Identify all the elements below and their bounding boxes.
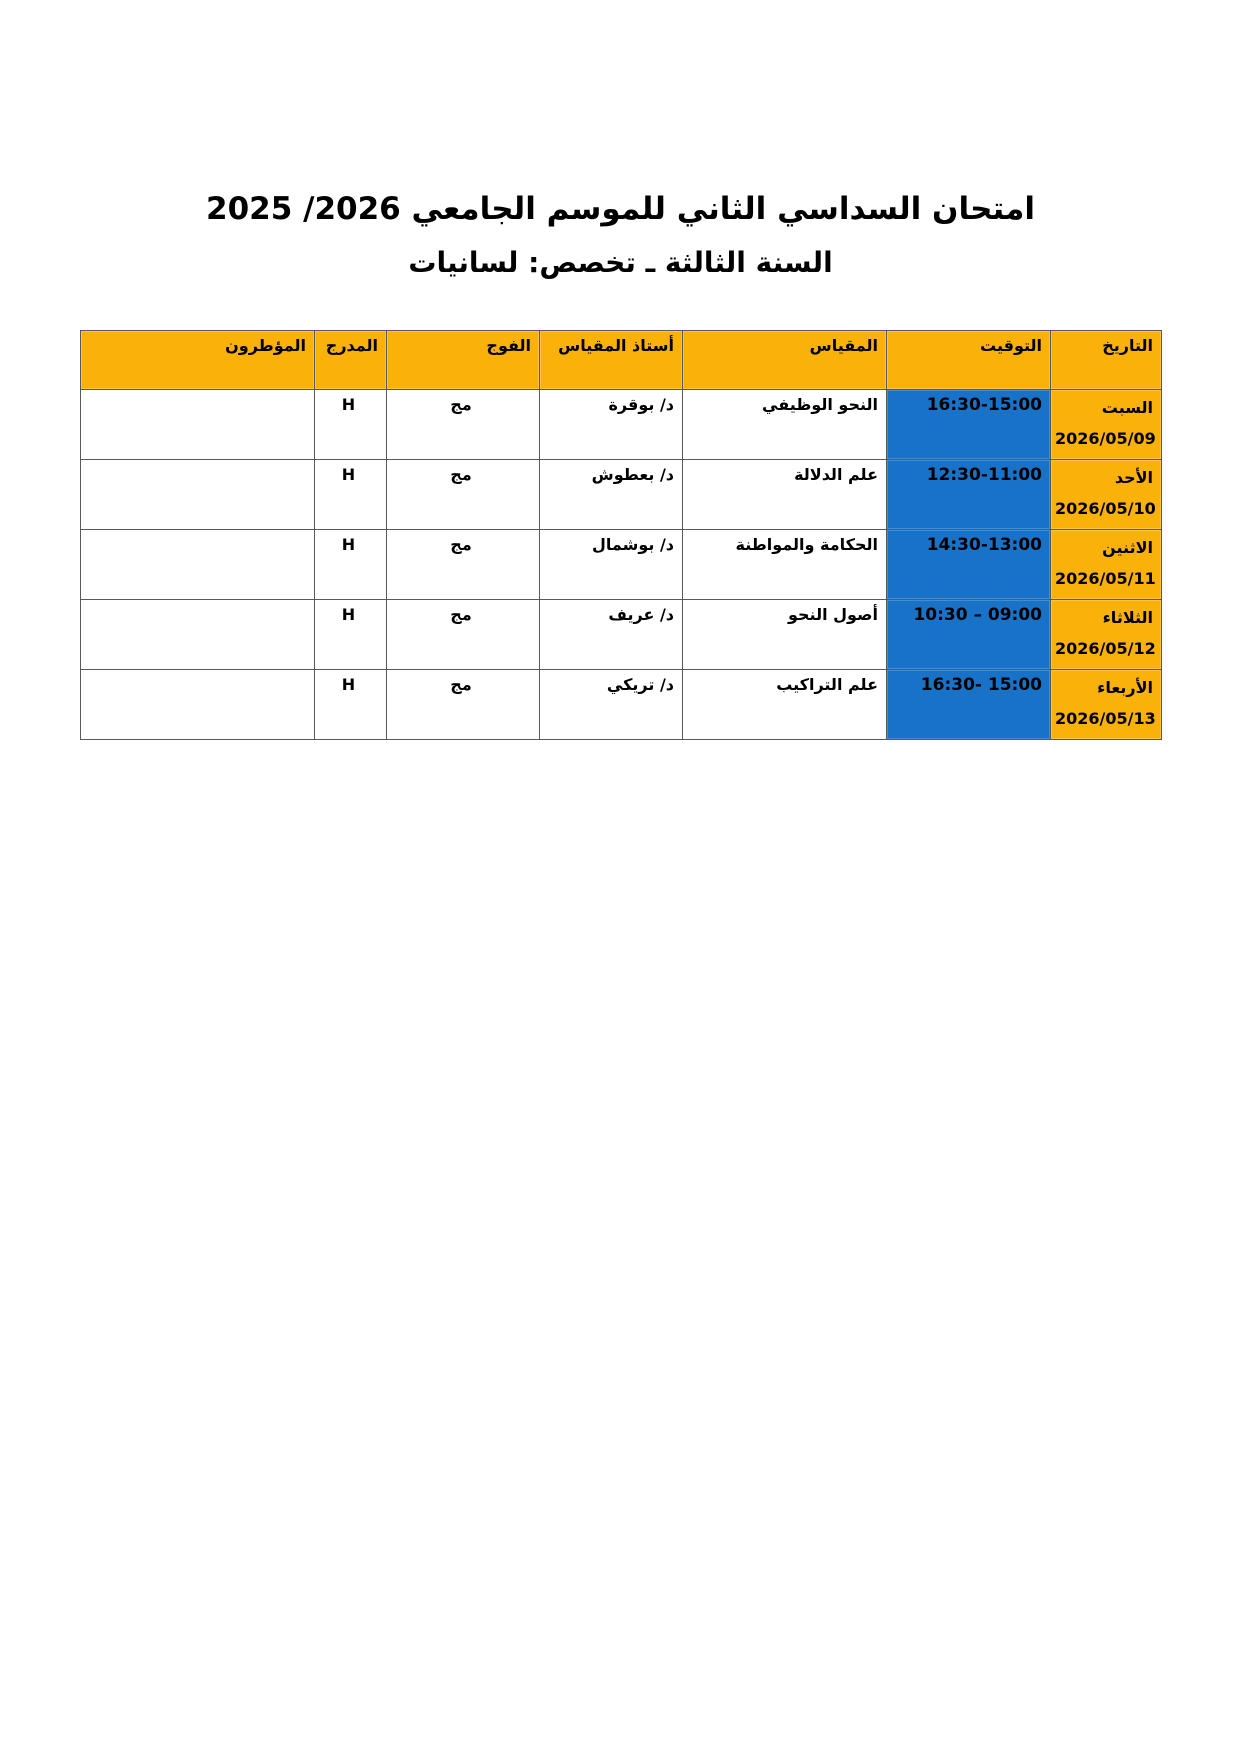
table-row bbox=[81, 530, 1162, 600]
document-titles bbox=[80, 186, 1161, 286]
time-cell: 10:30 – 09:00 bbox=[887, 600, 1051, 670]
date-cell bbox=[1051, 390, 1162, 460]
col-header-time: التوقيت bbox=[887, 331, 1051, 390]
time-cell: 14:30-13:00 bbox=[887, 530, 1051, 600]
exam-subtitle: السنة الثالثة ـ تخصص: لسانيات bbox=[408, 246, 833, 279]
group-cell: مج bbox=[387, 670, 540, 740]
professor-cell: د/ بعطوش bbox=[540, 460, 683, 530]
day-label: الأحد bbox=[1114, 468, 1153, 487]
supervisors-cell bbox=[81, 460, 315, 530]
subject-cell: علم الدلالة bbox=[683, 460, 887, 530]
col-header-professor: أستاذ المقياس bbox=[540, 331, 683, 390]
hall-cell: H bbox=[315, 530, 387, 600]
subject-cell: الحكامة والمواطنة bbox=[683, 530, 887, 600]
day-label: السبت bbox=[1101, 398, 1153, 417]
professor-cell: د/ بوقرة bbox=[540, 390, 683, 460]
time-cell: 16:30-15:00 bbox=[887, 390, 1051, 460]
group-cell: مج bbox=[387, 600, 540, 670]
day-label: الثلاثاء bbox=[1102, 608, 1153, 627]
professor-cell: د/ بوشمال bbox=[540, 530, 683, 600]
date-cell bbox=[1051, 600, 1162, 670]
table-row bbox=[81, 670, 1162, 740]
date-label: 2026/05/13 bbox=[1055, 709, 1156, 728]
hall-cell: H bbox=[315, 600, 387, 670]
table-row bbox=[81, 390, 1162, 460]
supervisors-cell bbox=[81, 390, 315, 460]
hall-cell: H bbox=[315, 670, 387, 740]
professor-cell: د/ تريكي bbox=[540, 670, 683, 740]
subject-cell: علم التراكيب bbox=[683, 670, 887, 740]
time-cell: 16:30- 15:00 bbox=[887, 670, 1051, 740]
exam-title: امتحان السداسي الثاني للموسم الجامعي 2026/ 2025 bbox=[206, 191, 1035, 227]
table-row bbox=[81, 460, 1162, 530]
col-header-group: الفوج bbox=[387, 331, 540, 390]
table-row bbox=[81, 600, 1162, 670]
supervisors-cell bbox=[81, 530, 315, 600]
day-label: الأربعاء bbox=[1097, 678, 1153, 697]
subject-cell: النحو الوظيفي bbox=[683, 390, 887, 460]
subject-cell: أصول النحو bbox=[683, 600, 887, 670]
supervisors-cell bbox=[81, 600, 315, 670]
professor-cell: د/ عريف bbox=[540, 600, 683, 670]
date-cell bbox=[1051, 530, 1162, 600]
date-cell bbox=[1051, 460, 1162, 530]
header-row bbox=[81, 331, 1162, 390]
col-header-date: التاريخ bbox=[1051, 331, 1162, 390]
group-cell: مج bbox=[387, 390, 540, 460]
col-header-subject: المقياس bbox=[683, 331, 887, 390]
exam-schedule-table bbox=[80, 330, 1162, 740]
group-cell: مج bbox=[387, 460, 540, 530]
date-label: 2026/05/10 bbox=[1055, 499, 1156, 518]
date-label: 2026/05/09 bbox=[1055, 429, 1156, 448]
group-cell: مج bbox=[387, 530, 540, 600]
date-cell bbox=[1051, 670, 1162, 740]
col-header-hall: المدرج bbox=[315, 331, 387, 390]
date-label: 2026/05/11 bbox=[1055, 569, 1156, 588]
date-label: 2026/05/12 bbox=[1055, 639, 1156, 658]
supervisors-cell bbox=[81, 670, 315, 740]
time-cell: 12:30-11:00 bbox=[887, 460, 1051, 530]
day-label: الاثنين bbox=[1102, 538, 1153, 557]
hall-cell: H bbox=[315, 460, 387, 530]
col-header-supervisors: المؤطرون bbox=[81, 331, 315, 390]
hall-cell: H bbox=[315, 390, 387, 460]
